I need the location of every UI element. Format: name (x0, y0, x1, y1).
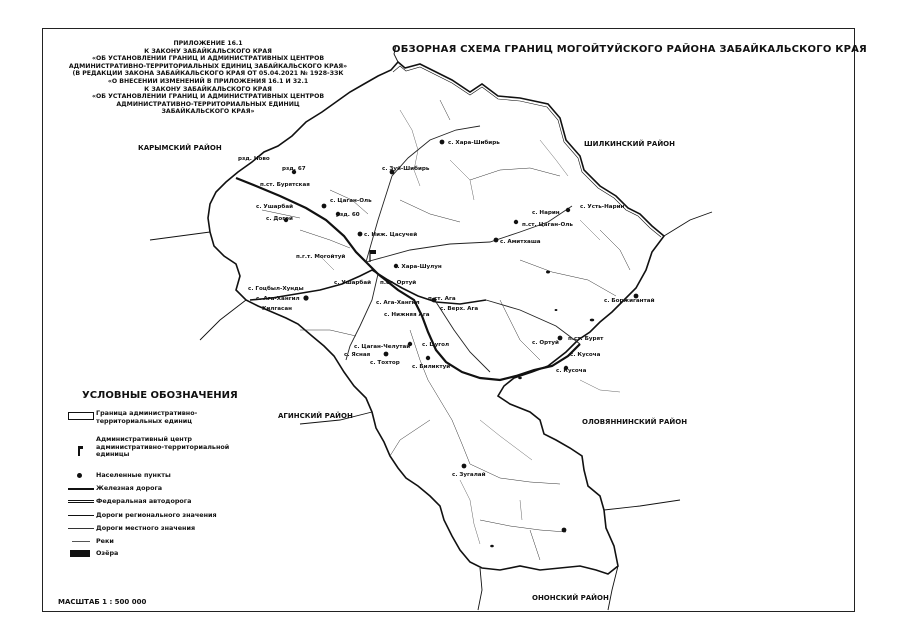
law-header-line: К ЗАКОНУ ЗАБАЙКАЛЬСКОГО КРАЯ (144, 85, 272, 93)
admin-center-flag-icon (66, 436, 96, 446)
place-label: рзд. 60 (336, 212, 360, 218)
place-label: п.ст. Цаган-Оль (522, 222, 573, 228)
place-label: с. Зуй-Шибирь (382, 166, 430, 172)
district-ononsky: ОНОНСКИЙ РАЙОН (532, 594, 609, 602)
legend-boundary (66, 410, 241, 425)
federal-highway-symbol (66, 498, 96, 508)
place-label: рзд. 67 (282, 166, 306, 172)
place-label: с. Хара-Шулун (394, 264, 442, 270)
legend-label: Дороги регионального значения (96, 511, 217, 519)
place-label: п.ст. Ортуй (380, 280, 417, 286)
place-label: п.ст. Бурят (568, 336, 604, 342)
place-label: с. Кусоча (556, 368, 587, 374)
local-road-symbol (66, 525, 96, 535)
place-label: с. Ушарбай (334, 280, 372, 286)
settlement-dot (426, 356, 430, 360)
legend-label: Реки (96, 537, 114, 545)
legend-label: Федеральная автодорога (96, 497, 192, 505)
lake-symbol (66, 550, 96, 560)
law-header-line: АДМИНИСТРАТИВНО-ТЕРРИТОРИАЛЬНЫХ ЕДИНИЦ ЗАБАЙКАЛЬСКОГО КРАЯ» (68, 62, 348, 70)
place-label: с. Тохтор (370, 360, 400, 366)
settlement-dot (440, 140, 445, 145)
settlement-dot (462, 464, 467, 469)
regional-roads (346, 126, 580, 372)
settlement-dot-icon (66, 472, 96, 482)
place-label: с. Усть-Нарин (580, 204, 625, 210)
place-label: Хилгасан (262, 306, 292, 312)
settlement-dot (358, 232, 363, 237)
place-label: с. Кусоча (570, 352, 601, 358)
legend-federal-highway (66, 498, 241, 508)
place-label: с. Догой (266, 216, 293, 222)
lake (490, 545, 494, 548)
lake (518, 377, 522, 379)
legend-label: Дороги местного значения (96, 524, 196, 532)
legend-local-roads (66, 525, 241, 535)
place-label: с. Цаган-Челутай (354, 344, 411, 350)
boundary-symbol (66, 410, 96, 420)
settlement-dot (562, 528, 567, 533)
law-header-line: «ОБ УСТАНОВЛЕНИИ ГРАНИЦ И АДМИНИСТРАТИВНЫХ ЦЕНТРОВ (91, 55, 325, 63)
map-title: ОБЗОРНАЯ СХЕМА ГРАНИЦ МОГОЙТУЙСКОГО РАЙОНА ЗАБАЙКАЛЬСКОГО КРАЯ (392, 44, 867, 55)
legend-lakes (66, 550, 241, 560)
district-aginsky: АГИНСКИЙ РАЙОН (278, 412, 353, 420)
law-header-line: АДМИНИСТРАТИВНО-ТЕРРИТОРИАЛЬНЫХ ЕДИНИЦ (116, 100, 300, 108)
place-label: с. Верх. Ага (440, 306, 479, 312)
place-label: с. Ушарбай (256, 204, 294, 210)
law-header-line: К ЗАКОНУ ЗАБАЙКАЛЬСКОГО КРАЯ (144, 47, 272, 55)
legend-regional-roads (66, 512, 241, 522)
place-label: с. Ага-Хангил (376, 300, 420, 306)
settlement-dot (322, 204, 327, 209)
legend-label: Населенные пункты (96, 471, 171, 479)
place-label: с. Биликтуй (412, 364, 451, 370)
river-symbol (66, 538, 96, 548)
place-label: с. Цугол (422, 342, 450, 348)
rivers (320, 110, 620, 544)
place-label: с. Хара-Шибирь (448, 140, 500, 146)
place-label: п.г.т. Могойтуй (296, 254, 346, 260)
place-label: с. Амитхаша (500, 239, 541, 245)
map-scale: МАСШТАБ 1 : 500 000 (58, 598, 147, 606)
place-labels (238, 139, 655, 478)
legend-railway (66, 485, 241, 495)
lake (546, 271, 550, 274)
place-label: с. Нижняя Ага (384, 312, 430, 318)
legend-admin-center (66, 436, 241, 459)
settlement-dot (303, 295, 308, 300)
district-karymsky: КАРЫМСКИЙ РАЙОН (138, 144, 222, 152)
law-header-line: «ОБ УСТАНОВЛЕНИИ ГРАНИЦ И АДМИНИСТРАТИВНЫХ ЦЕНТРОВ (91, 93, 325, 101)
settlement-dot (384, 352, 389, 357)
law-header-line: «О ВНЕСЕНИИ ИЗМЕНЕНИЙ В ПРИЛОЖЕНИЯ 16.1 И 32.1 (107, 77, 309, 85)
legend-label: Граница административно-территориальных единиц (96, 409, 198, 425)
legend-title: УСЛОВНЫЕ ОБОЗНАЧЕНИЯ (82, 390, 238, 401)
place-label: п.ст. Ага (428, 296, 456, 302)
railway-symbol (66, 485, 96, 495)
district-boundary (208, 62, 664, 574)
law-header-line: (В РЕДАКЦИИ ЗАКОНА ЗАБАЙКАЛЬСКОГО КРАЯ ОТ 05.04.2021 № 1928-ЗЗК (72, 70, 344, 78)
law-header-line: ПРИЛОЖЕНИЕ 16.1 (173, 40, 243, 47)
place-label: с. Нарин (532, 210, 560, 216)
settlement-dot (494, 238, 499, 243)
legend-label: Озёра (96, 549, 119, 557)
regional-road-symbol (66, 512, 96, 522)
legend-label: Железная дорога (96, 484, 163, 492)
boundary-inner-line (393, 66, 661, 237)
legend-rivers (66, 538, 241, 548)
legend-settlements (66, 472, 241, 482)
local-roads (262, 100, 630, 560)
settlement-dot (566, 208, 570, 212)
place-label: с. Цаган-Оль (330, 198, 372, 204)
place-label: с. Ниж. Цасучей (364, 232, 418, 238)
place-label: с. Ага-Хангил (256, 296, 300, 302)
place-label: с. Ортуй (532, 340, 559, 346)
place-label: рзд. Ново (238, 156, 270, 162)
place-label: с. Зугалай (452, 472, 486, 478)
place-label: с. Гоцбыл-Хунды (248, 286, 304, 292)
place-label: с. Боржигантай (604, 298, 655, 304)
law-header-line: ЗАБАЙКАЛЬСКОГО КРАЯ» (161, 108, 255, 116)
lake (590, 319, 594, 322)
place-label: с. Ясная (344, 352, 371, 358)
lake (555, 309, 558, 311)
legend-label: Административный центр административно-территориальной единицы (96, 435, 230, 459)
district-olovyanninsky: ОЛОВЯННИНСКИЙ РАЙОН (582, 418, 688, 426)
settlement-dot (514, 220, 518, 224)
place-label: п.ст. Бурятская (260, 182, 310, 188)
district-shilkinsky: ШИЛКИНСКИЙ РАЙОН (584, 140, 675, 148)
